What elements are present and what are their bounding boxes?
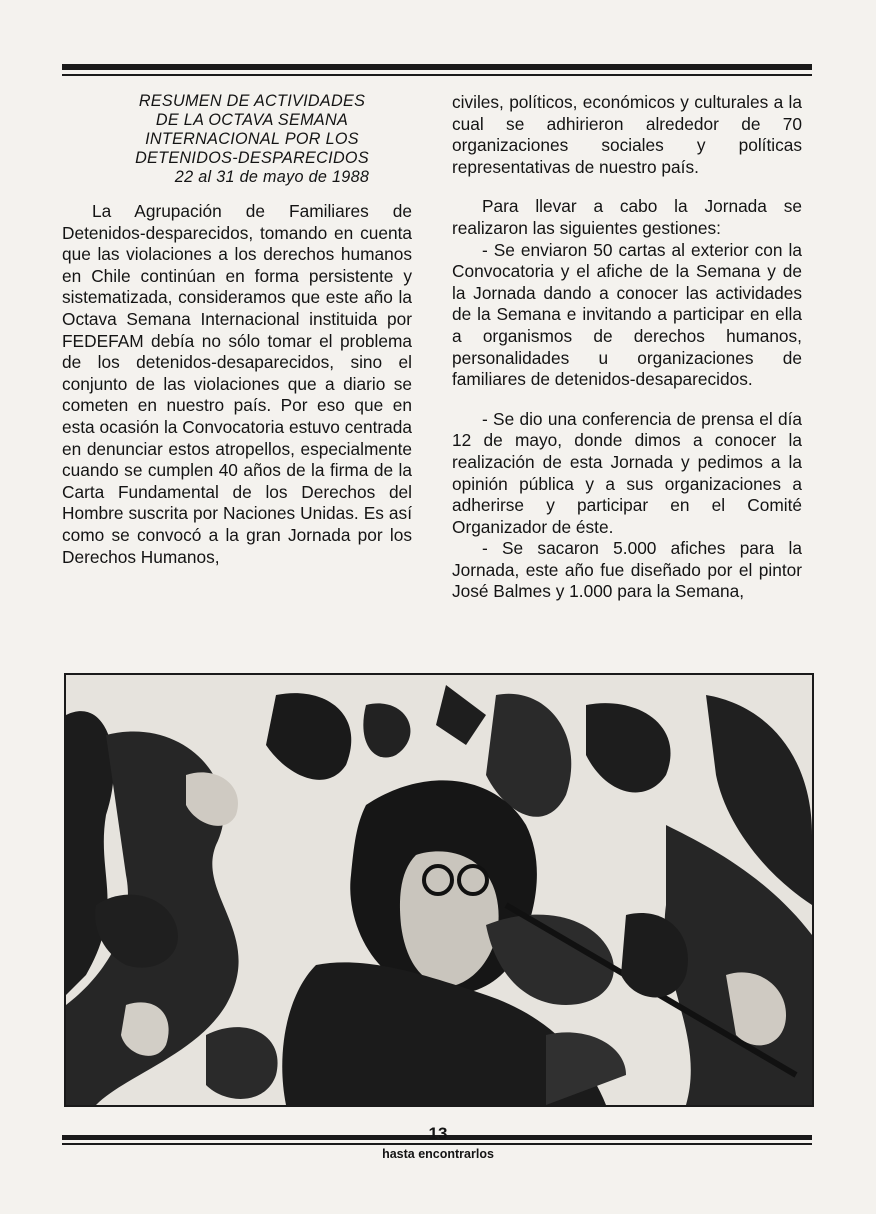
publication-name: hasta encontrarlos — [382, 1147, 494, 1161]
top-rule-thick — [62, 64, 812, 70]
heading-line: DE LA OCTAVA SEMANA — [155, 111, 349, 129]
article-heading — [62, 92, 412, 187]
body-paragraph: - Se dio una conferencia de prensa el día 12 de mayo, donde dimos a conocer la realización de esta Jornada y pedimos a la opinión pública y a sus organizaciones a adherirse y participar en el Comité Organizador de éste. — [452, 408, 802, 537]
body-paragraph: civiles, políticos, económicos y culturales a la cual se adhirieron alrededor de 70 organizaciones sociales y políticas representativas de nuestro país. — [452, 92, 802, 177]
heading-line: RESUMEN DE ACTIVIDADES — [138, 92, 366, 110]
protest-photograph — [64, 673, 814, 1107]
page-number: 13 — [428, 1124, 448, 1143]
body-paragraph: - Se enviaron 50 cartas al exterior con la Convocatoria y el afiche de la Semana y de la Jornada dando a conocer las actividades de la Semana e invitando a participar en ella a organismos de derechos humanos, personalidades u organizaciones de familiares de detenidos-desaparecidos. — [452, 239, 802, 390]
left-column — [62, 92, 412, 568]
heading-line: DETENIDOS-DESPARECIDOS — [135, 149, 369, 167]
photograph-image — [66, 675, 812, 1105]
heading-line: INTERNACIONAL POR LOS — [145, 130, 359, 148]
body-paragraph: - Se sacaron 5.000 afiches para la Jornada, este año fue diseñado por el pintor José Balmes y 1.000 para la Semana, — [452, 538, 802, 602]
body-paragraph: La Agrupación de Familiares de Detenidos-desparecidos, tomando en cuenta que las violaciones a los derechos humanos en Chile continúan en forma persistente y sistematizada, consideramos que este año la Octava Semana Internacional instituida por FEDEFAM debía no sólo tomar el problema de los detenidos-desaparecidos, sino el conjunto de las violaciones que a diario se cometen en nuestro país. Por eso que en esta ocasión la Convocatoria estuvo centrada en denunciar estos atropellos, especialmente cuando se cumplen 40 años de la firma de la Carta Fundamental de los Derechos del Hombre suscrita por Naciones Unidas. Es así como se convocó a la gran Jornada por los Derechos Humanos, — [62, 201, 412, 567]
body-paragraph: Para llevar a cabo la Jornada se realizaron las siguientes gestiones: — [452, 196, 802, 238]
top-rule-thin — [62, 74, 812, 76]
right-column — [452, 92, 802, 603]
heading-date: 22 al 31 de mayo de 1988 — [174, 168, 370, 186]
